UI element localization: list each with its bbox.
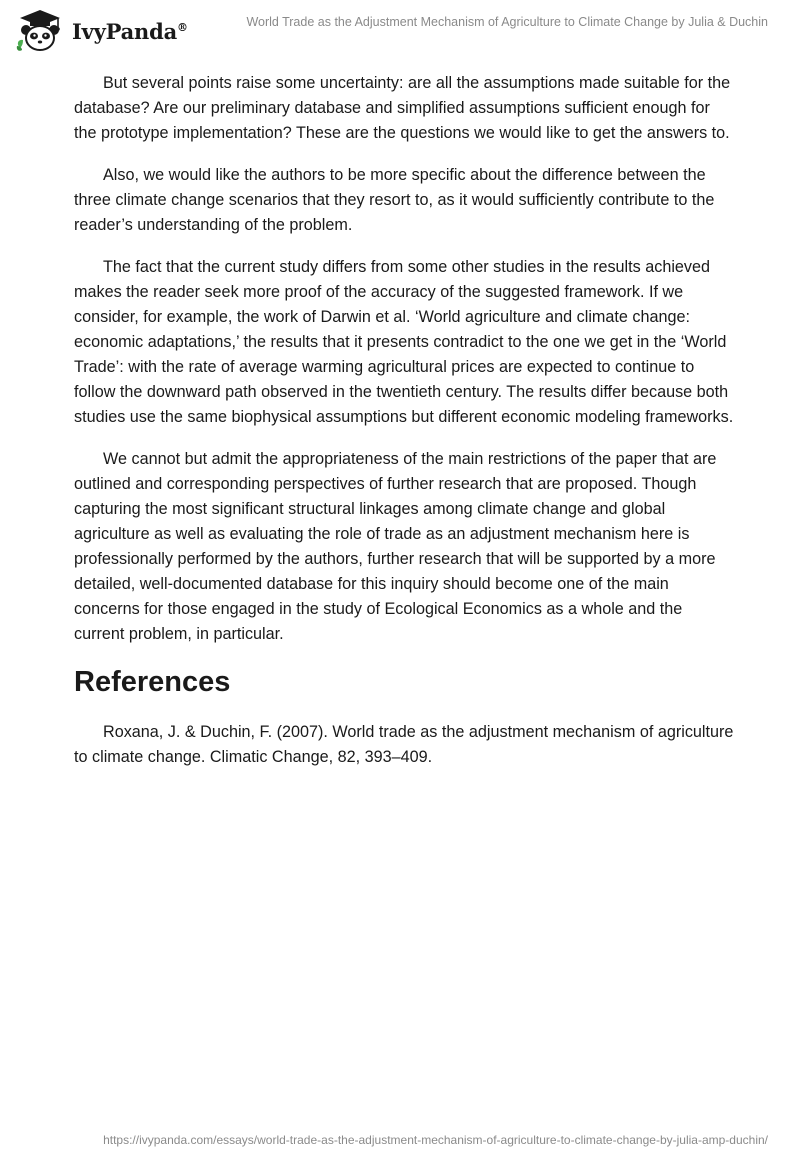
panda-graduate-icon [14, 8, 66, 54]
ivypanda-logo[interactable] [14, 8, 188, 54]
page-header [0, 0, 800, 64]
essay-content [74, 71, 734, 787]
reference-item: Roxana, J. & Duchin, F. (2007). World trade as the adjustment mechanism of agriculture to climate change. Climatic Change, 82, 393–409. [74, 723, 734, 766]
document-title: World Trade as the Adjustment Mechanism of Agriculture to Climate Change by Julia & Duchin [246, 15, 768, 29]
body-paragraph: The fact that the current study differs from some other studies in the results achieved makes the reader seek more proof of the accuracy of the suggested framework. If we consider, for example, the work of Darwin et al. ‘World agriculture and climate change: economic adaptations,’ the results that it presents contradict to the one we get in the ‘World Trade’: with the rate of average warming agricultural prices are expected to continue to follow the downward path observed in the twentieth century. The results differ because both studies use the same biophysical assumptions but different economic modeling frameworks. [74, 258, 734, 426]
source-url[interactable]: https://ivypanda.com/essays/world-trade-as-the-adjustment-mechanism-of-agriculture-to-climate-change-by-julia-amp-duchin/ [103, 1133, 768, 1147]
body-paragraph: But several points raise some uncertainty: are all the assumptions made suitable for the database? Are our preliminary database and simplified assumptions sufficient enough for the prototype implementation? These are the questions we would like to get the answers to. [74, 74, 731, 142]
body-paragraph: Also, we would like the authors to be more specific about the difference between the three climate change scenarios that they resort to, as it would sufficiently contribute to the reader’s understanding of the problem. [74, 166, 715, 234]
body-paragraph: We cannot but admit the appropriateness of the main restrictions of the paper that are outlined and corresponding perspectives of further research that are proposed. Though capturing the most significant structural linkages among climate change and global agriculture as well as evaluating the role of trade as an adjustment mechanism here is professionally performed by the authors, further research that will be supported by a more detailed, well-documented database for this inquiry should become one of the main concerns for those engaged in the study of Ecological Economics as a whole and the current problem, in particular. [74, 450, 717, 643]
registered-mark: ® [177, 20, 188, 34]
brand-name: IvyPanda® [72, 18, 188, 44]
references-heading: References [74, 666, 231, 698]
